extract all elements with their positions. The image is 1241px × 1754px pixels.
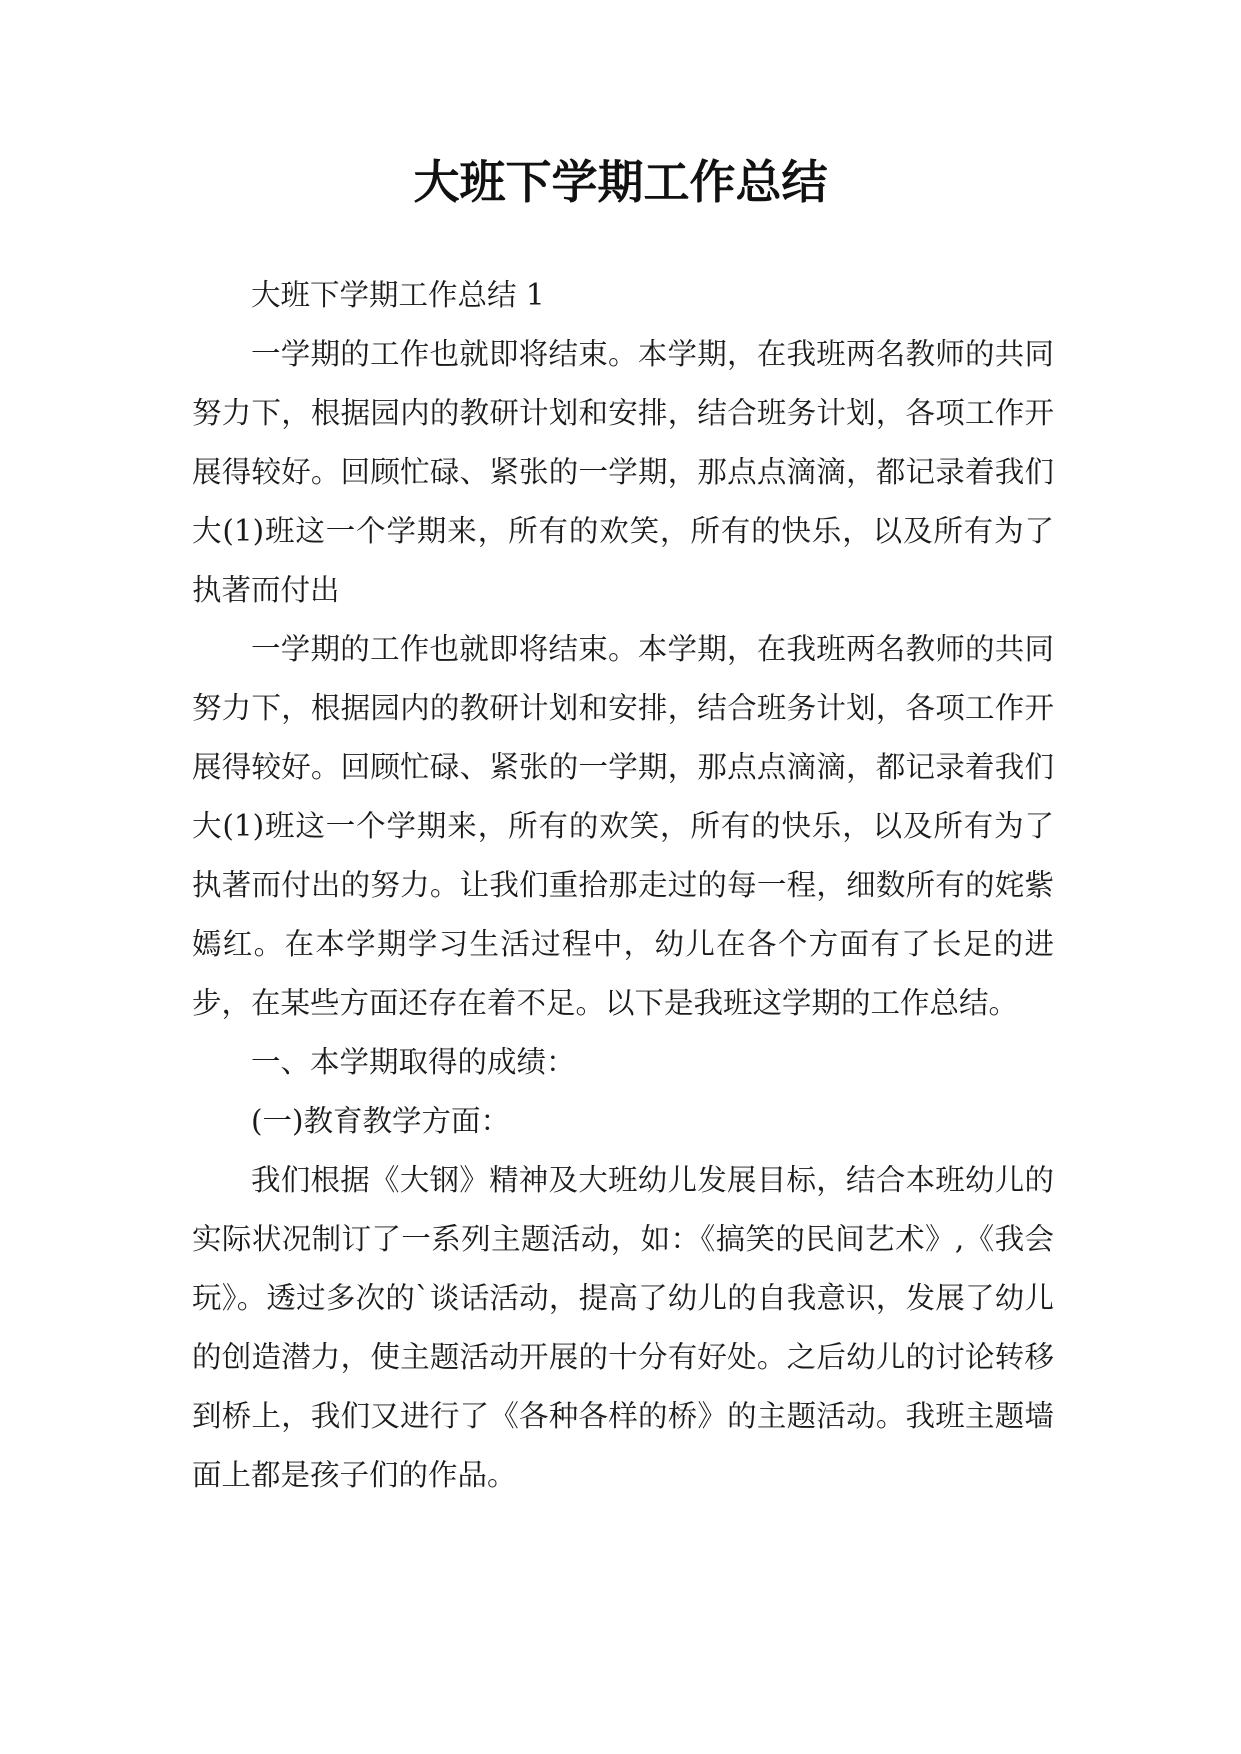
section-heading: 一、本学期取得的成绩： — [251, 1045, 576, 1079]
paragraph: 我们根据《大钢》精神及大班幼儿发展目标，结合本班幼儿的实际状况制订了一系列主题活动，如：《搞笑的民间艺术》,《我会玩》。透过多次的`谈话活动，提高了幼儿的自我意识，发展了幼儿的创造潜力，使主题活动开展的十分有好处。之后幼儿的讨论转移到桥上，我们又进行了《各种各样的桥》的主题活动。我班主题墙面上都是孩子们的作品。 — [192, 1163, 1054, 1492]
document-title: 大班下学期工作总结 — [413, 155, 828, 209]
paragraph: 一学期的工作也就即将结束。本学期，在我班两名教师的共同努力下，根据园内的教研计划和安排，结合班务计划，各项工作开展得较好。回顾忙碌、紧张的一学期，那点点滴滴，都记录着我们大(1)班这一个学期来，所有的欢笑，所有的快乐，以及所有为了执著而付出的努力。让我们重拾那走过的每一程，细数所有的姹紫嫣红。在本学期学习生活过程中，幼儿在各个方面有了长足的进步，在某些方面还存在着不足。以下是我班这学期的工作总结。 — [192, 632, 1054, 1020]
section-heading: 大班下学期工作总结 1 — [251, 278, 545, 312]
subsection-heading: (一)教育教学方面： — [251, 1104, 511, 1138]
document-body — [192, 266, 1054, 1505]
paragraph: 一学期的工作也就即将结束。本学期，在我班两名教师的共同努力下，根据园内的教研计划和安排，结合班务计划，各项工作开展得较好。回顾忙碌、紧张的一学期，那点点滴滴，都记录着我们大(1)班这一个学期来，所有的欢笑，所有的快乐，以及所有为了执著而付出 — [192, 337, 1054, 607]
